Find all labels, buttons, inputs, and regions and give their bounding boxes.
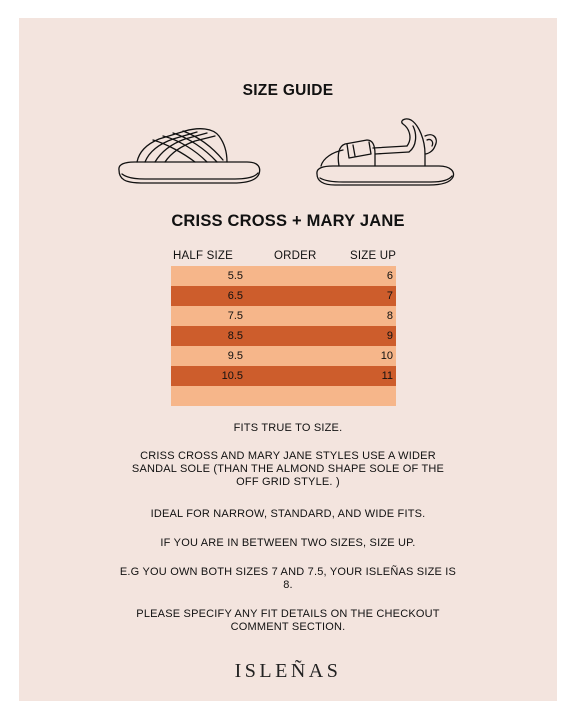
note-wider-sole: CRISS CROSS AND MARY JANE STYLES USE A WIDER SANDAL SOLE (THAN THE ALMOND SHAPE SOLE OF THE OFF GRID STYLE. ) bbox=[131, 450, 445, 488]
size-up-cell: 10 bbox=[380, 350, 393, 362]
table-row bbox=[171, 386, 396, 406]
product-subtitle: CRISS CROSS + MARY JANE bbox=[171, 212, 405, 230]
note-example: E.G YOU OWN BOTH SIZES 7 AND 7.5, YOUR ISLEÑAS SIZE IS 8. bbox=[119, 566, 457, 591]
size-guide-card bbox=[19, 18, 557, 701]
brand-logo: ISLEÑAS bbox=[234, 660, 342, 682]
header-order: ORDER bbox=[274, 250, 317, 262]
criss-cross-sandal-icon bbox=[115, 122, 265, 192]
table-row bbox=[171, 306, 396, 326]
size-table bbox=[171, 266, 396, 406]
header-half-size: HALF SIZE bbox=[173, 250, 233, 262]
note-fits: IDEAL FOR NARROW, STANDARD, AND WIDE FITS. bbox=[150, 508, 426, 520]
table-row bbox=[171, 326, 396, 346]
table-row bbox=[171, 286, 396, 306]
half-size-cell: 6.5 bbox=[227, 290, 243, 302]
header-size-up: SIZE UP bbox=[350, 250, 397, 262]
note-size-up: IF YOU ARE IN BETWEEN TWO SIZES, SIZE UP. bbox=[160, 537, 416, 549]
size-up-cell: 8 bbox=[386, 310, 393, 322]
page-title: SIZE GUIDE bbox=[242, 82, 334, 99]
half-size-cell: 5.5 bbox=[227, 270, 243, 282]
half-size-cell: 8.5 bbox=[227, 330, 243, 342]
table-row bbox=[171, 266, 396, 286]
half-size-cell: 9.5 bbox=[227, 350, 243, 362]
size-up-cell: 11 bbox=[381, 370, 393, 382]
size-up-cell: 6 bbox=[386, 270, 393, 282]
note-checkout: PLEASE SPECIFY ANY FIT DETAILS ON THE CHECKOUT COMMENT SECTION. bbox=[136, 608, 440, 633]
size-up-cell: 9 bbox=[386, 330, 393, 342]
table-row bbox=[171, 366, 396, 386]
mary-jane-sandal-icon bbox=[313, 114, 463, 194]
size-up-cell: 7 bbox=[386, 290, 393, 302]
half-size-cell: 7.5 bbox=[227, 310, 243, 322]
note-fits-true: FITS TRUE TO SIZE. bbox=[233, 422, 343, 434]
half-size-cell: 10.5 bbox=[221, 370, 243, 382]
table-row bbox=[171, 346, 396, 366]
